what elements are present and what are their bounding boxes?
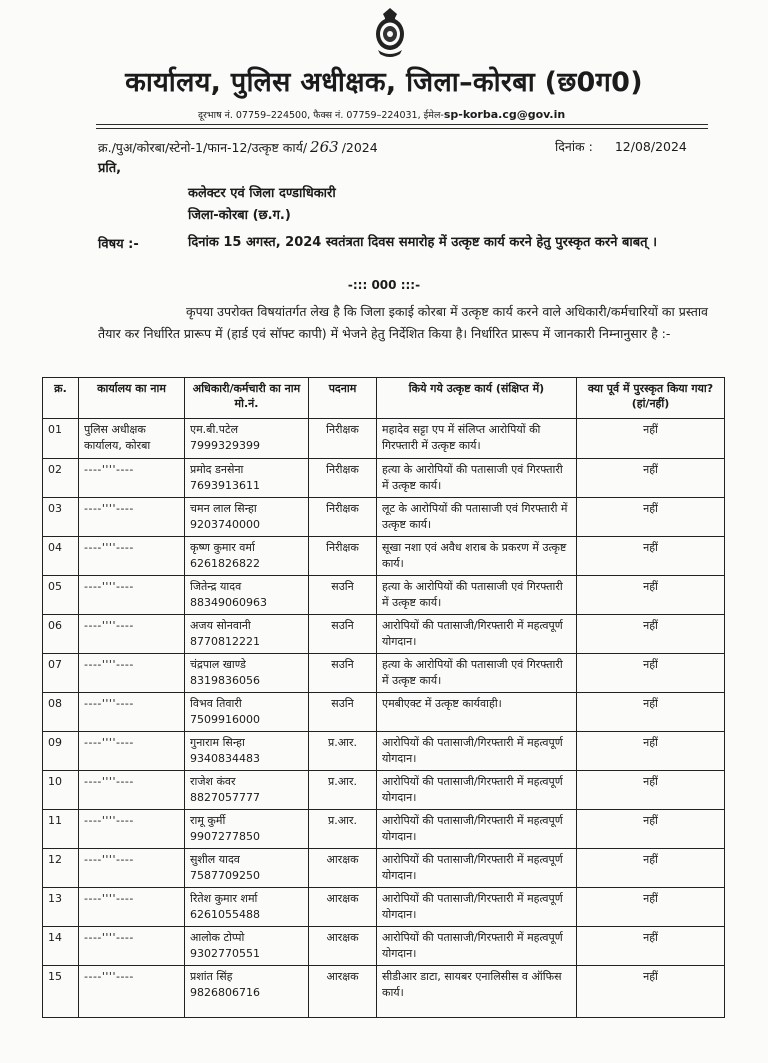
table-row [43,576,725,615]
reference-year: /2024 [341,140,378,155]
row-sn: 11 [43,810,79,849]
row-name [185,576,309,615]
officer-name: चंद्रपाल खाण्डे [190,658,246,671]
officer-name: चमन लाल सिन्हा [190,502,257,515]
body-paragraph: कृपया उपरोक्त विषयांतर्गत लेख है कि जिला इकाई कोरबा में उत्कृष्ट कार्य करने वाले अधिकारी/कर्मचारियों का प्रस्ताव तैयार कर निर्धारित प्रारूप में (हार्ड एवं सॉफ्ट कापी) में भेजने हेतु निर्देशित किया है। निर्धारित प्रारूप में जानकारी निम्नानुसार है :- [98,304,709,341]
row-office: ----''''---- [79,693,185,732]
table-row [43,927,725,966]
row-prior-award: नहीं [577,498,725,537]
row-sn: 14 [43,927,79,966]
row-designation: आरक्षक [309,966,377,1018]
header-work: किये गये उत्कृष्ट कार्य (संक्षिप्त में) [377,378,577,419]
row-work: एमबीएक्ट में उत्कृष्ट कार्यवाही। [377,693,577,732]
row-designation: आरक्षक [309,888,377,927]
row-office: ----''''---- [79,654,185,693]
row-designation: प्र.आर. [309,810,377,849]
subject-text: दिनांक 15 अगस्त, 2024 स्वतंत्रता दिवस समारोह में उत्कृष्ट कार्य करने हेतु पुरस्कृत करने बाबत् । [188,235,658,250]
row-work: हत्या के आरोपियों की पतासाजी एवं गिरफ्तारी में उत्कृष्ट कार्य। [377,654,577,693]
header-name: अधिकारी/कर्मचारी का नाम मो.नं. [185,378,309,419]
row-work: आरोपियों की पतासाजी/गिरफ्तारी में महत्वपूर्ण योगदान। [377,849,577,888]
date-line [555,138,687,155]
row-sn: 04 [43,537,79,576]
table-row [43,693,725,732]
table-row [43,654,725,693]
table-row [43,498,725,537]
subject-label: विषय :- [98,237,139,252]
email-address: sp-korba.cg@gov.in [443,108,566,121]
table-row [43,810,725,849]
row-prior-award: नहीं [577,771,725,810]
officer-mobile: 9340834483 [190,752,260,765]
officer-mobile: 9907277850 [190,830,260,843]
reference-line [98,138,378,156]
row-prior-award: नहीं [577,966,725,1018]
reference-number: 263 [310,138,339,156]
row-name [185,693,309,732]
row-work: महादेव सट्टा एप में संलिप्त आरोपियों की गिरफ्तारी में उत्कृष्ट कार्य। [377,419,577,459]
row-office: ----''''---- [79,615,185,654]
row-prior-award: नहीं [577,810,725,849]
officer-mobile: 6261055488 [190,908,260,921]
addressee-line-1: कलेक्टर एवं जिला दण्डाधिकारी [188,186,336,201]
row-work: सीडीआर डाटा, सायबर एनालिसीस व ऑफिस कार्य। [377,966,577,1018]
row-prior-award: नहीं [577,459,725,498]
officer-name: एम.बी.पटेल [190,423,239,436]
row-work: आरोपियों की पतासाजी/गिरफ्तारी में महत्वपूर्ण योगदान। [377,771,577,810]
row-work: आरोपियों की पतासाजी/गिरफ्तारी में महत्वपूर्ण योगदान। [377,888,577,927]
header-sn: क्र. [43,378,79,419]
row-designation: सउनि [309,654,377,693]
to-label: प्रति, [98,161,122,176]
officer-mobile: 9203740000 [190,518,260,531]
officer-mobile: 7999329399 [190,439,260,452]
row-prior-award: नहीं [577,849,725,888]
letterhead-divider-thin [96,128,708,129]
officer-name: अजय सोनवानी [190,619,251,632]
row-name [185,771,309,810]
officer-name: गुनाराम सिन्हा [190,736,245,749]
table-row [43,615,725,654]
officer-mobile: 7693913611 [190,479,260,492]
row-work: सूखा नशा एवं अवैध शराब के प्रकरण में उत्कृष्ट कार्य। [377,537,577,576]
officer-name: सुशील यादव [190,853,240,866]
officer-mobile: 88349060963 [190,596,267,609]
table-header-row [43,378,725,419]
row-work: आरोपियों की पतासाजी/गिरफ्तारी में महत्वपूर्ण योगदान। [377,810,577,849]
row-designation: निरीक्षक [309,498,377,537]
row-office: ----''''---- [79,810,185,849]
row-name [185,732,309,771]
row-sn: 05 [43,576,79,615]
row-prior-award: नहीं [577,615,725,654]
contact-line [198,108,638,121]
table-row [43,459,725,498]
row-name [185,498,309,537]
row-office: ----''''---- [79,849,185,888]
row-name [185,888,309,927]
table-row [43,537,725,576]
row-prior-award: नहीं [577,537,725,576]
row-designation: सउनि [309,576,377,615]
row-sn: 07 [43,654,79,693]
officer-name: राजेश कंवर [190,775,236,788]
addressee-line-2: जिला-कोरबा (छ.ग.) [188,208,291,223]
header-office: कार्यालय का नाम [79,378,185,419]
officer-name: प्रमोद डनसेना [190,463,244,476]
row-work: आरोपियों की पतासाजी/गिरफ्तारी में महत्वपूर्ण योगदान। [377,927,577,966]
row-office: ----''''---- [79,576,185,615]
row-designation: निरीक्षक [309,537,377,576]
officer-name: रामू कुर्मी [190,814,226,827]
row-prior-award: नहीं [577,732,725,771]
row-prior-award: नहीं [577,927,725,966]
date-value: 12/08/2024 [614,139,687,154]
officer-name: रितेश कुमार शर्मा [190,892,258,905]
separator: -::: 000 :::- [347,278,421,292]
row-prior-award: नहीं [577,419,725,459]
officer-mobile: 6261826822 [190,557,260,570]
row-office: पुलिस अधीक्षक कार्यालय, कोरबा [79,419,185,459]
officer-name: कृष्ण कुमार वर्मा [190,541,255,554]
table-row [43,966,725,1018]
row-designation: आरक्षक [309,927,377,966]
header-prior-award: क्या पूर्व में पुरस्कृत किया गया? (हां/नहीं) [577,378,725,419]
row-designation: सउनि [309,615,377,654]
officer-name: जितेन्द्र यादव [190,580,242,593]
officer-mobile: 9826806716 [190,986,260,999]
row-name [185,927,309,966]
row-office: ----''''---- [79,732,185,771]
contact-numbers: दूरभाष नं. 07759–224500, फैक्स नं. 07759–224031, ईमेल- [198,110,444,121]
row-sn: 15 [43,966,79,1018]
row-name [185,615,309,654]
row-name [185,419,309,459]
officer-mobile: 7509916000 [190,713,260,726]
row-office: ----''''---- [79,966,185,1018]
row-office: ----''''---- [79,459,185,498]
row-work: लूट के आरोपियों की पतासाजी एवं गिरफ्तारी में उत्कृष्ट कार्य। [377,498,577,537]
row-work: हत्या के आरोपियों की पतासाजी एवं गिरफ्तारी में उत्कृष्ट कार्य। [377,459,577,498]
letterhead-divider [96,124,708,125]
row-prior-award: नहीं [577,654,725,693]
row-sn: 03 [43,498,79,537]
row-designation: आरक्षक [309,849,377,888]
header-designation: पदनाम [309,378,377,419]
row-name [185,654,309,693]
officer-name: आलोक टोप्पो [190,931,245,944]
row-sn: 12 [43,849,79,888]
row-sn: 08 [43,693,79,732]
row-designation: निरीक्षक [309,459,377,498]
date-label: दिनांक : [555,139,593,154]
row-sn: 01 [43,419,79,459]
table-row [43,732,725,771]
row-work: आरोपियों की पतासाजी/गिरफ्तारी में महत्वपूर्ण योगदान। [377,732,577,771]
row-office: ----''''---- [79,771,185,810]
row-name [185,537,309,576]
row-office: ----''''---- [79,498,185,537]
row-name [185,810,309,849]
row-work: हत्या के आरोपियों की पतासाजी एवं गिरफ्तारी में उत्कृष्ट कार्य। [377,576,577,615]
officer-mobile: 9302770551 [190,947,260,960]
row-sn: 06 [43,615,79,654]
nominees-table [42,377,725,1018]
office-title: कार्यालय, पुलिस अधीक्षक, जिला–कोरबा (छ0ग0) [125,67,643,98]
police-emblem-icon [370,6,410,58]
row-designation: निरीक्षक [309,419,377,459]
row-prior-award: नहीं [577,576,725,615]
row-office: ----''''---- [79,927,185,966]
row-office: ----''''---- [79,537,185,576]
officer-mobile: 8827057777 [190,791,260,804]
table-row [43,849,725,888]
row-designation: प्र.आर. [309,732,377,771]
reference-prefix: क्र./पुअ/कोरबा/स्टेनो-1/फान-12/उत्कृष्ट कार्य/ [98,140,308,155]
row-sn: 02 [43,459,79,498]
officer-name: विभव तिवारी [190,697,242,710]
table-row [43,771,725,810]
row-designation: सउनि [309,693,377,732]
table-row [43,888,725,927]
officer-name: प्रशांत सिंह [190,970,233,983]
row-prior-award: नहीं [577,693,725,732]
row-office: ----''''---- [79,888,185,927]
row-work: आरोपियों की पतासाजी/गिरफ्तारी में महत्वपूर्ण योगदान। [377,615,577,654]
row-prior-award: नहीं [577,888,725,927]
row-sn: 09 [43,732,79,771]
row-sn: 13 [43,888,79,927]
officer-mobile: 8319836056 [190,674,260,687]
row-designation: प्र.आर. [309,771,377,810]
officer-mobile: 7587709250 [190,869,260,882]
row-name [185,849,309,888]
table-body [43,419,725,1018]
officer-mobile: 8770812221 [190,635,260,648]
row-name [185,966,309,1018]
row-sn: 10 [43,771,79,810]
row-name [185,459,309,498]
table-row [43,419,725,459]
